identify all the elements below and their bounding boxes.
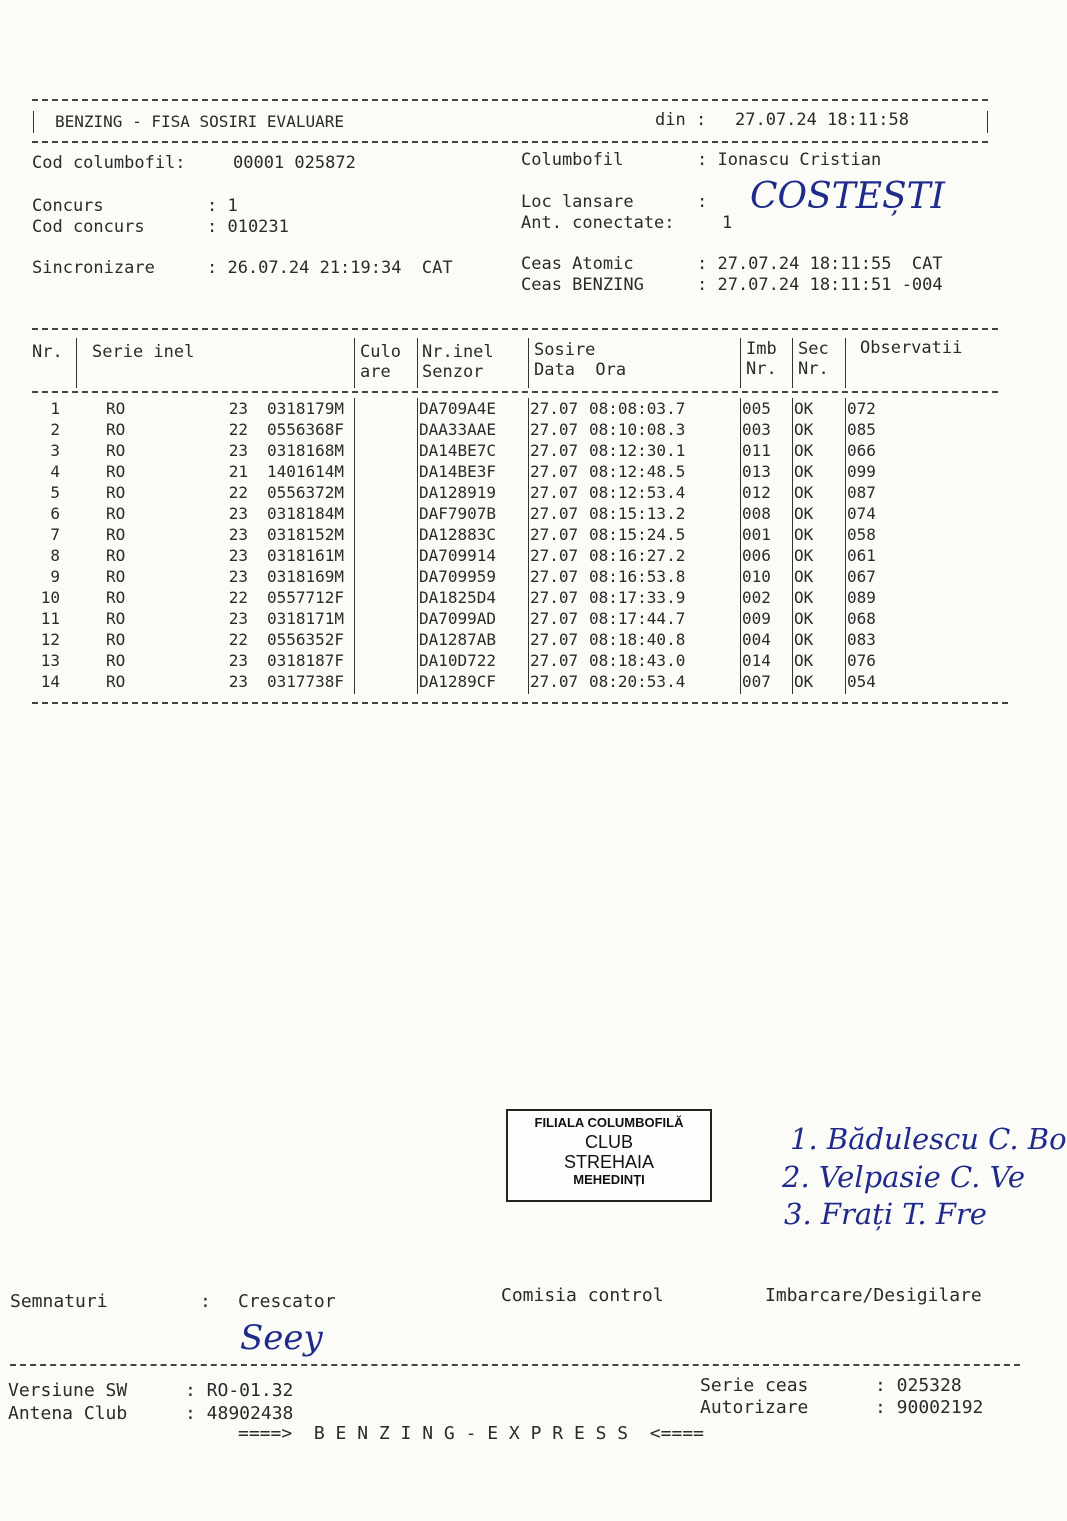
row-culoare: [350, 482, 413, 503]
row-ora: 08:12:30.1: [589, 441, 686, 460]
row-ora: 08:17:33.9: [589, 588, 686, 607]
row-data: 27.07: [530, 609, 579, 628]
row-culoare: [350, 503, 413, 524]
row-sec: OK: [794, 630, 814, 649]
row-obs: 068: [847, 609, 876, 628]
ceas-atomic-label: Ceas Atomic: [521, 254, 634, 274]
row-obs: 085: [847, 420, 876, 439]
table-row: [30, 629, 911, 650]
row-an: 23: [228, 567, 248, 586]
row-data: 27.07: [530, 546, 579, 565]
row-culoare: [350, 566, 413, 587]
row-tara: RO: [106, 567, 126, 586]
row-nr: 11: [40, 609, 60, 628]
row-an: 23: [228, 651, 248, 670]
row-data: 27.07: [530, 651, 579, 670]
row-nr: 7: [50, 525, 60, 544]
cod-columbofil-label: Cod columbofil:: [32, 153, 186, 173]
row-tara: RO: [106, 441, 126, 460]
row-tara: RO: [106, 672, 126, 691]
row-an: 21: [228, 462, 248, 481]
row-data: 27.07: [530, 504, 579, 523]
table-row: [30, 671, 911, 692]
row-sec: OK: [794, 420, 814, 439]
stamp-line-2: CLUB: [584, 1132, 633, 1153]
cod-columbofil-value: 00001 025872: [233, 153, 356, 173]
header-sec-2: Nr.: [798, 359, 829, 379]
row-sec: OK: [794, 651, 814, 670]
table-row: [30, 545, 911, 566]
row-nr: 14: [40, 672, 60, 691]
row-culoare: [350, 650, 413, 671]
semnaturi-colon: :: [200, 1291, 211, 1312]
columbofil-value: : Ionascu Cristian: [697, 150, 882, 170]
row-spacer: [66, 608, 106, 629]
col-divider: [76, 338, 77, 388]
row-senzor: DA128919: [419, 483, 497, 502]
sincronizare-label: Sincronizare: [32, 258, 155, 278]
row-nr: 10: [40, 588, 60, 607]
ant-conectate-label: Ant. conectate:: [521, 213, 675, 233]
row-inel: 0557712F: [266, 588, 344, 607]
stamp-line-1: FILIALA COLUMBOFILĂ: [534, 1115, 684, 1130]
commission-member-1: 1. Bădulescu C. Bo: [790, 1122, 1067, 1156]
row-imb: 003: [742, 420, 771, 439]
ceas-atomic-value: : 27.07.24 18:11:55 CAT: [697, 254, 943, 274]
row-senzor: DA12883C: [419, 525, 497, 544]
row-ora: 08:16:53.8: [589, 567, 686, 586]
table-row: [30, 524, 911, 545]
row-obs: 061: [847, 546, 876, 565]
row-senzor: DA1287AB: [419, 630, 497, 649]
row-data: 27.07: [530, 672, 579, 691]
row-data: 27.07: [530, 567, 579, 586]
table-row: [30, 650, 911, 671]
top-border: [32, 99, 988, 101]
title-left-bar: [33, 111, 34, 133]
row-culoare: [350, 461, 413, 482]
row-imb: 006: [742, 546, 771, 565]
row-obs: 087: [847, 483, 876, 502]
table-row: [30, 566, 911, 587]
table-top-border: [32, 328, 998, 330]
row-senzor: DA1289CF: [419, 672, 497, 691]
row-tara: RO: [106, 546, 126, 565]
row-inel: 0318152M: [266, 525, 344, 544]
row-data: 27.07: [530, 630, 579, 649]
row-imb: 005: [742, 399, 771, 418]
row-imb: 002: [742, 588, 771, 607]
sincronizare-value: : 26.07.24 21:19:34 CAT: [207, 258, 453, 278]
row-sec: OK: [794, 567, 814, 586]
cod-concurs-label: Cod concurs: [32, 217, 145, 237]
row-spacer: [66, 629, 106, 650]
row-imb: 011: [742, 441, 771, 460]
row-imb: 009: [742, 609, 771, 628]
footer-top-border: [10, 1364, 1020, 1366]
row-obs: 058: [847, 525, 876, 544]
print-date-label: din :: [655, 110, 707, 130]
table-row: [30, 461, 911, 482]
row-nr: 12: [40, 630, 60, 649]
row-senzor: DA709959: [419, 567, 497, 586]
row-spacer: [66, 503, 106, 524]
col-divider: [845, 338, 846, 388]
row-an: 22: [228, 630, 248, 649]
row-tara: RO: [106, 483, 126, 502]
row-sec: OK: [794, 462, 814, 481]
row-spacer: [66, 461, 106, 482]
row-an: 23: [228, 546, 248, 565]
row-inel: 0318184M: [266, 504, 344, 523]
row-ora: 08:16:27.2: [589, 546, 686, 565]
ant-conectate-value: 1: [722, 213, 733, 233]
row-data: 27.07: [530, 441, 579, 460]
row-spacer: [66, 587, 106, 608]
columbofil-label: Columbofil: [521, 150, 624, 170]
row-senzor: DA14BE3F: [419, 462, 497, 481]
row-sec: OK: [794, 609, 814, 628]
header-observatii: Observatii: [860, 338, 963, 358]
benzing-express-banner: ====> B E N Z I N G - E X P R E S S <====: [238, 1423, 704, 1444]
header-sosire-2: Data Ora: [534, 360, 627, 380]
header-nr: Nr.: [32, 342, 63, 362]
row-nr: 3: [50, 441, 60, 460]
row-data: 27.07: [530, 483, 579, 502]
row-culoare: [350, 608, 413, 629]
row-senzor: DA14BE7C: [419, 441, 497, 460]
row-inel: 0556372M: [266, 483, 344, 502]
row-culoare: [350, 524, 413, 545]
row-ora: 08:18:43.0: [589, 651, 686, 670]
row-an: 22: [228, 420, 248, 439]
print-date-value: 27.07.24 18:11:58: [735, 110, 909, 130]
crescator-label: Crescator: [238, 1291, 336, 1312]
row-senzor: DA7099AD: [419, 609, 497, 628]
col-divider: [792, 338, 793, 388]
row-sec: OK: [794, 399, 814, 418]
row-spacer: [66, 398, 106, 419]
semnaturi-label: Semnaturi: [10, 1291, 108, 1312]
row-ora: 08:18:40.8: [589, 630, 686, 649]
table-row: [30, 503, 911, 524]
row-ora: 08:15:13.2: [589, 504, 686, 523]
serie-ceas-value: : 025328: [875, 1375, 962, 1396]
row-imb: 012: [742, 483, 771, 502]
row-culoare: [350, 587, 413, 608]
row-spacer: [66, 545, 106, 566]
header-culoare-2: are: [360, 362, 391, 382]
row-senzor: DA709914: [419, 546, 497, 565]
title-right-bar: [987, 111, 988, 133]
title-bottom-border: [32, 141, 988, 143]
table-bottom-border: [32, 702, 1008, 704]
row-data: 27.07: [530, 525, 579, 544]
row-inel: 0318161M: [266, 546, 344, 565]
header-sosire-1: Sosire: [534, 340, 596, 360]
row-sec: OK: [794, 588, 814, 607]
row-tara: RO: [106, 420, 126, 439]
row-inel: 0556368F: [266, 420, 344, 439]
row-nr: 1: [50, 399, 60, 418]
row-an: 23: [228, 672, 248, 691]
concurs-label: Concurs: [32, 196, 104, 216]
row-tara: RO: [106, 525, 126, 544]
row-culoare: [350, 671, 413, 692]
row-senzor: DA1825D4: [419, 588, 497, 607]
stamp-line-3: STREHAIA: [563, 1152, 655, 1173]
row-nr: 6: [50, 504, 60, 523]
row-nr: 5: [50, 483, 60, 502]
table-header-bottom-border: [32, 391, 998, 393]
row-culoare: [350, 398, 413, 419]
antena-club-label: Antena Club: [8, 1403, 128, 1424]
row-spacer: [66, 419, 106, 440]
row-senzor: DAF7907B: [419, 504, 497, 523]
autorizare-value: : 90002192: [875, 1397, 984, 1418]
row-tara: RO: [106, 588, 126, 607]
row-an: 23: [228, 525, 248, 544]
header-imb-1: Imb: [746, 339, 777, 359]
row-inel: 0318179M: [266, 399, 344, 418]
row-ora: 08:17:44.7: [589, 609, 686, 628]
row-obs: 083: [847, 630, 876, 649]
row-tara: RO: [106, 504, 126, 523]
table-row: [30, 608, 911, 629]
row-obs: 067: [847, 567, 876, 586]
row-spacer: [66, 566, 106, 587]
row-an: 22: [228, 588, 248, 607]
row-inel: 0318187F: [266, 651, 344, 670]
stamp-line-4: MEHEDINȚI: [573, 1171, 645, 1187]
header-serie-inel: Serie inel: [92, 342, 195, 362]
row-spacer: [66, 440, 106, 461]
row-sec: OK: [794, 504, 814, 523]
row-imb: 010: [742, 567, 771, 586]
row-sec: OK: [794, 441, 814, 460]
row-an: 23: [228, 399, 248, 418]
loc-lansare-colon: :: [697, 192, 708, 212]
row-ora: 08:08:03.7: [589, 399, 686, 418]
crescator-signature: Seey: [240, 1318, 323, 1358]
row-spacer: [66, 482, 106, 503]
table-row: [30, 482, 911, 503]
row-ora: 08:12:48.5: [589, 462, 686, 481]
concurs-value: : 1: [207, 196, 238, 216]
row-an: 23: [228, 441, 248, 460]
row-senzor: DA709A4E: [419, 399, 497, 418]
serie-ceas-label: Serie ceas: [700, 1375, 809, 1396]
row-imb: 014: [742, 651, 771, 670]
antena-club-value: : 48902438: [185, 1403, 294, 1424]
imbarcare-desigilare-label: Imbarcare/Desigilare: [765, 1285, 982, 1306]
club-stamp: [506, 1109, 712, 1202]
row-spacer: [66, 650, 106, 671]
row-imb: 004: [742, 630, 771, 649]
ceas-benzing-label: Ceas BENZING: [521, 275, 644, 295]
row-inel: 0556352F: [266, 630, 344, 649]
versiune-sw-label: Versiune SW: [8, 1380, 128, 1401]
row-culoare: [350, 629, 413, 650]
row-tara: RO: [106, 651, 126, 670]
loc-lansare-handwritten: COSTEȘTI: [750, 176, 945, 217]
row-nr: 9: [50, 567, 60, 586]
row-obs: 074: [847, 504, 876, 523]
table-row: [30, 398, 911, 419]
row-obs: 099: [847, 462, 876, 481]
row-data: 27.07: [530, 462, 579, 481]
col-divider: [528, 338, 529, 388]
table-row: [30, 440, 911, 461]
row-sec: OK: [794, 483, 814, 502]
comisia-control-label: Comisia control: [501, 1285, 664, 1306]
header-nr-inel-1: Nr.inel: [422, 342, 494, 362]
loc-lansare-label: Loc lansare: [521, 192, 634, 212]
row-tara: RO: [106, 399, 126, 418]
col-divider: [740, 338, 741, 388]
row-imb: 008: [742, 504, 771, 523]
commission-member-2: 2. Velpasie C. Ve: [782, 1160, 1026, 1194]
row-spacer: [66, 524, 106, 545]
row-inel: 0318171M: [266, 609, 344, 628]
col-divider: [354, 338, 355, 388]
row-nr: 8: [50, 546, 60, 565]
header-nr-inel-2: Senzor: [422, 362, 484, 382]
row-culoare: [350, 440, 413, 461]
row-senzor: DAA33AAE: [419, 420, 497, 439]
row-inel: 0317738F: [266, 672, 344, 691]
row-an: 23: [228, 504, 248, 523]
row-sec: OK: [794, 546, 814, 565]
cod-concurs-value: : 010231: [207, 217, 289, 237]
arrivals-table: [30, 398, 911, 692]
row-data: 27.07: [530, 588, 579, 607]
row-obs: 089: [847, 588, 876, 607]
row-data: 27.07: [530, 420, 579, 439]
row-nr: 2: [50, 420, 60, 439]
row-sec: OK: [794, 525, 814, 544]
table-row: [30, 587, 911, 608]
row-tara: RO: [106, 462, 126, 481]
row-tara: RO: [106, 630, 126, 649]
row-obs: 054: [847, 672, 876, 691]
row-senzor: DA10D722: [419, 651, 497, 670]
row-obs: 076: [847, 651, 876, 670]
row-ora: 08:15:24.5: [589, 525, 686, 544]
page-title: BENZING - FISA SOSIRI EVALUARE: [55, 112, 344, 131]
versiune-sw-value: : RO-01.32: [185, 1380, 294, 1401]
row-obs: 072: [847, 399, 876, 418]
row-ora: 08:20:53.4: [589, 672, 686, 691]
row-obs: 066: [847, 441, 876, 460]
header-imb-2: Nr.: [746, 359, 777, 379]
header-sec-1: Sec: [798, 339, 829, 359]
row-nr: 13: [40, 651, 60, 670]
row-inel: 0318169M: [266, 567, 344, 586]
row-an: 23: [228, 609, 248, 628]
row-inel: 0318168M: [266, 441, 344, 460]
table-row: [30, 419, 911, 440]
col-divider: [417, 338, 418, 388]
autorizare-label: Autorizare: [700, 1397, 809, 1418]
row-inel: 1401614M: [266, 462, 344, 481]
row-spacer: [66, 671, 106, 692]
row-nr: 4: [50, 462, 60, 481]
row-sec: OK: [794, 672, 814, 691]
ceas-benzing-value: : 27.07.24 18:11:51 -004: [697, 275, 943, 295]
row-an: 22: [228, 483, 248, 502]
row-ora: 08:12:53.4: [589, 483, 686, 502]
row-imb: 007: [742, 672, 771, 691]
row-ora: 08:10:08.3: [589, 420, 686, 439]
header-culoare-1: Culo: [360, 342, 401, 362]
row-imb: 013: [742, 462, 771, 481]
commission-member-3: 3. Frați T. Fre: [784, 1197, 987, 1231]
row-tara: RO: [106, 609, 126, 628]
row-culoare: [350, 419, 413, 440]
row-imb: 001: [742, 525, 771, 544]
row-data: 27.07: [530, 399, 579, 418]
row-culoare: [350, 545, 413, 566]
